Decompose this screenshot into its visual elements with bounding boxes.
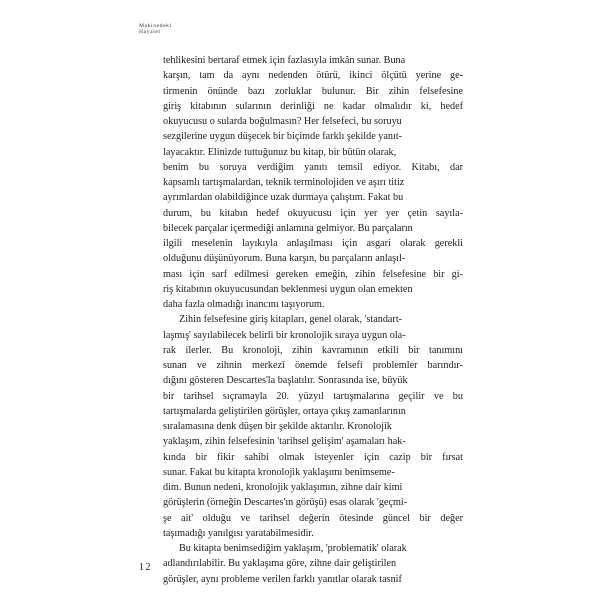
- text-line: ilgili meselenin layıkıyla anlaşılması için asgari olarak gerekli: [163, 238, 463, 249]
- paragraph: [163, 312, 463, 541]
- text-line: sunan ve zihnin merkezî önemde felsefi problemler barındır-: [163, 360, 463, 371]
- text-line: adlandırılabilir. Bu yaklaşıma göre, zihne dair geliştirilen: [163, 558, 397, 570]
- text-line: giriş kitabının sularının derinliği ne kadar olmalıdır ki, hedef: [163, 100, 463, 112]
- text-line: sunar. Fakat bu kitapta kronolojik yaklaşımı benimseme-: [163, 466, 395, 478]
- text-line: görüşlerin (örneğin Descartes'ın görüşü) esas olarak 'geçmi-: [163, 497, 408, 509]
- text-line: ayrımlardan olabildiğince uzak durmaya çalıştım. Fakat bu: [163, 192, 404, 204]
- text-line: kapsamlı tartışmalardan, teknik terminolojiden ve aşırı titiz: [163, 177, 405, 188]
- text-line: layacaktır. Elinizde tuttuğunuz bu kitap, bir bütün olarak,: [163, 146, 397, 158]
- running-head-line-1: Makinedeki: [139, 23, 172, 29]
- text-line: riş kitabının okuyucusundan beklenmesi uygun olan emekten: [163, 283, 413, 295]
- text-line: karşın, tam da aynı nedenden ötürü, ikinci ölçütü yerine ge-: [163, 70, 463, 82]
- text-line: dığını gösteren Descartes'la başlatılır. Sonrasında ise, büyük: [163, 375, 408, 387]
- text-line: Zihin felsefesine giriş kitapları, genel olarak, 'standart-: [179, 314, 403, 326]
- paragraph: [163, 541, 463, 587]
- text-line: bilecek parçalar içermediği anlamına gelmiyor. Bu parçaların: [163, 222, 413, 234]
- text-line: yaklaşım, zihin felsefesinin 'tarihsel gelişim' aşamaları hak-: [163, 436, 406, 448]
- paragraph: [163, 53, 463, 312]
- body-text: [163, 53, 463, 587]
- text-line: Bu kitapta benimsediğim yaklaşım, 'problematik' olarak: [179, 543, 407, 554]
- page-number: 12: [139, 562, 152, 573]
- text-line: dim. Bunun nedeni, kronolojik yaklaşımın, zihne dair kimi: [163, 482, 403, 493]
- text-line: rak ilerler. Bu kronoloji, zihin kavramının etkili bir tanımını: [163, 344, 463, 356]
- text-line: taşımadığı yanılgısı yaratabilmesidir.: [163, 527, 314, 539]
- text-line: durum, bu kitabın hedef okuyucusu için yer yer çetin sayıla-: [163, 207, 463, 219]
- running-head: [139, 23, 172, 36]
- text-line: şe ait' olduğu ve tarihsel değerin ötesinde güncel bir değer: [163, 512, 463, 524]
- text-line: daha fazla olmadığı inancını taşıyorum.: [163, 299, 325, 310]
- text-line: görüşler, aynı probleme verilen farklı yanıtlar olarak tasnif: [163, 573, 402, 585]
- text-line: benim bu soruya verdiğim yanıtı temsil ediyor. Kitabı, dar: [163, 161, 463, 173]
- text-line: tirmenin önünde bazı zorluklar bulunur. Bir zihin felsefesine: [163, 85, 463, 97]
- text-line: sıralamasına denk düşen bir şekilde aktarılır. Kronolojik: [163, 421, 392, 432]
- text-line: okuyucusu o sularda boğulmasın? Her felsefeci, bu soruyu: [163, 116, 402, 127]
- text-line: kında bir fikir sahibi olmak isteyenler için cazip bir fırsat: [163, 451, 463, 463]
- text-line: tehlikesini bertaraf etmek için fazlasıyla imkân sunar. Buna: [163, 55, 406, 66]
- text-line: laşmış' sayılabilecek belirli bir kronolojik sıraya uygun ola-: [163, 329, 406, 341]
- text-line: olduğunu düşünüyorum. Buna karşın, bu parçaların anlaşıl-: [163, 253, 406, 265]
- text-line: ması için sarf edilmesi gereken emeğin, zihin felsefesine bir gi-: [163, 268, 463, 280]
- text-line: sezgilerine uygun düşecek bir biçimde farklı şekilde yanıt-: [163, 131, 403, 143]
- running-head-line-2: Hayalet: [139, 29, 161, 36]
- text-line: tartışmalarda geliştirilen görüşler, ortaya çıkış zamanlarının: [163, 405, 406, 417]
- text-line: bir tarihsel sıçramayla 20. yüzyıl tartışmalarına geçilir ve bu: [163, 390, 463, 402]
